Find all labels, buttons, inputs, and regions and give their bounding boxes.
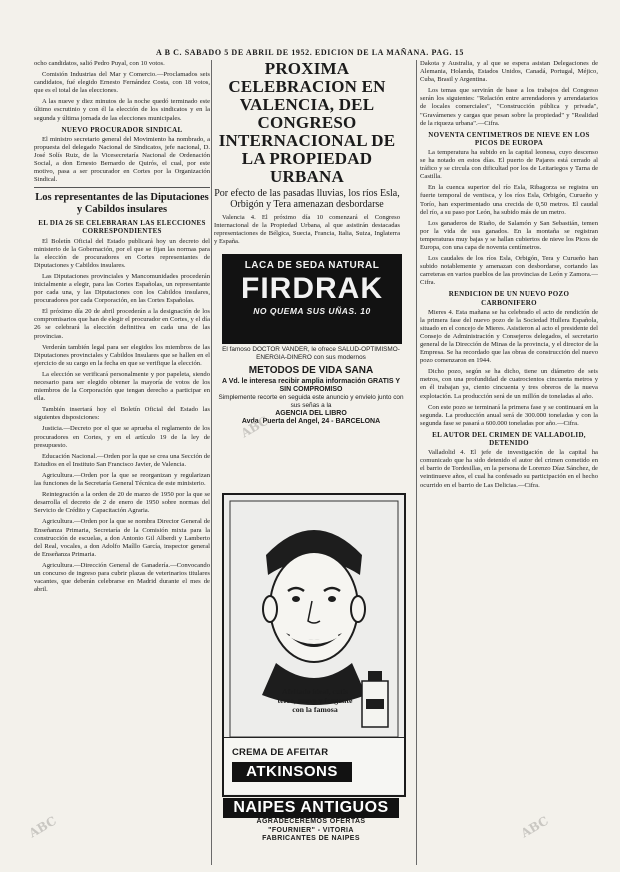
ad-firdrak [222,254,402,344]
column-middle [214,60,400,249]
article-headline: Los representantes de las Diputaciones y Cabildos insulares [35,192,209,216]
section-heading: NOVENTA CENTIMETROS DE NIEVE EN LOS PICOS DE EUROPA [428,130,590,147]
ad-atkinsons [222,493,406,797]
paragraph: ocho candidatos, salió Pedro Puyal, con 10 votos. [34,60,165,67]
paragraph: El ministro secretario general del Movimiento ha nombrado, a propuesta del delegado Nacional de Sindicatos, jefe nacional, D. José Solís Ruiz, de la Vicesecretaría Nacional de Ordenación Social, a don Ernesto Bernardo de Quirós, el cual, por este motivo, pasa a ser procurador en Cortes por la Organización Sindical. [34,135,210,184]
watermark-icon: ABC [238,413,271,441]
ad-atkinsons-product: CREMA DE AFEITAR [232,747,329,758]
ad-vida-sana-offer: A Vd. le interesa recibir amplia información GRATIS Y SIN COMPROMISO [221,378,401,393]
column-rule [211,60,212,865]
ad-naipes-title: NAIPES ANTIGUOS [223,798,398,818]
column-right [420,60,598,493]
divider [34,187,210,188]
paragraph: Los temas que servirán de base a los trabajos del Congreso serán los siguientes: "Relación entre arrendadores y arrendatarios de locales comerciales", "Construcción pública y privada", "Gravámenes y cargas que pesan sobre la propiedad" y "Realidad de la riqueza urbana".—Cifra. [420,87,598,127]
paragraph: Agricultura.—Orden por la que se nombra Director General de Enseñanza Primaria, Secretaría de la Comisión mixta para la construcción de escuelas, a don Antonio Gil Alberdi y Lamberto del Real, vocales, a don Adolfo Maíllo García, inspector general de Enseñanza Primaria. [34,518,210,558]
ad-vida-sana [218,346,404,466]
paragraph: Las Diputaciones provinciales y Mancomunidades procederán inicialmente a elegir, para las Cortes Españolas, un representante por cada una, y las Diputaciones con los Cabildos insulares, procuradores por cada Corporación, en las Cortes Españolas. [34,272,210,305]
paragraph: Educación Nacional.—Orden por la que se crea una Sección de Estudios en el Instituto San Francisco Javier, de Valencia. [34,452,210,468]
ad-atkinsons-slogan: Afeitado ideal, cutis terso, suave y fragante con la famosa [277,687,353,714]
paragraph: La temperatura ha subido en la capital leonesa, cuyo descenso se ha notado en estos días. El puerto de Pajares está cerrado al tráfico y se circula con dificultad por los de Leitariegos y Tarna de Castilla. [420,148,598,181]
ad-firdrak-brand: FIRDRAK [241,272,383,305]
ad-vida-sana-instructions: Simplemente recorte en seguida este anuncio y envíelo junto con sus señas a la [218,394,404,409]
ad-vida-sana-intro: El famoso DOCTOR VANDER, le ofrece SALUD-OPTIMISMO-ENERGIA-DINERO con sus modernos [222,346,400,361]
ad-vida-sana-agency: AGENCIA DEL LIBRO [275,410,347,417]
column-rule [416,60,417,865]
paragraph: Reintegración a la orden de 20 de marzo de 1950 por la que se desarrolla el decreto de 2 de enero de 1950 sobre normas del Servicio de Crédito y Capacitación Agraria. [34,491,210,515]
paragraph: Agricultura.—Orden por la que se reorganizan y regularizan las funciones de la Secretaría General Técnica de este ministerio. [34,471,210,488]
paragraph: Valencia 4. El próximo día 10 comenzará el Congreso Internacional de la Propiedad Urbana, al que asistirán destacadas representaciones de Bélgica, Suecia, Francia, Italia, Suiza, Inglaterra y España. [214,214,400,246]
paragraph: Valladolid 4. El jefe de investigación de la capital ha comunicado que ha sido detenido el autor del crimen cometido en el barrio de Tordesillas, en la persona de Lorenzo Díaz Sánchez, de veintinueve años, el cual ha confesado su participación en el hecho ocurrido en el barrio de Las Delicias.—Cifra. [420,449,598,489]
paragraph: Dicho pozo, según se ha dicho, tiene un diámetro de seis metros, con una profundidad de cuatrocientos cincuenta metros y en él trabajan ya, ciento cincuenta y tres obreros de la nueva explotación. La producción será de un millón de toneladas al año. [420,368,598,400]
paragraph: También insertará hoy el Boletín Oficial del Estado las siguientes disposiciones: [34,406,210,422]
paragraph: El Boletín Oficial del Estado publicará hoy un decreto del ministerio de la Gobernación, por el que se fijan las normas para la elección de procuradores en Cortes representantes de Diputaciones y Cabildos insulares. [34,237,210,269]
paragraph: Verderán también legal para ser elegidos los miembros de las Diputaciones provinciales y Cabildos Insulares que se hallen en el ejercicio de su cargo en la fecha en que se verifique la elección. [34,343,210,367]
paragraph: Mieres 4. Esta mañana se ha celebrado el acto de rendición de la primera fase del nuevo pozo de la Sociedad Hullera Española, situado en el concejo de Mieres. Asistieron al acto el presidente del Consejo de Administración y Consejeros delegados, el secretario general de la Dirección de Minas de la provincia, y el director de la Empresa. Se ha recordado que las obras de construcción del nuevo pozo comenzaron en 1944. [420,308,598,365]
column-left [34,60,210,597]
ad-naipes [218,796,404,862]
paragraph: En la cuenca superior del río Esla, Ribagorza se registra un fuerte temporal de ventisca, y los ríos Esla, Orbigón, Curueño y Torío, han experimentado una crecida de 0,50 metros. El caudal del río, a su paso por León, ha subido más de un metro. [420,184,598,216]
watermark-icon: ABC [26,813,59,841]
ad-naipes-line: AGRADECEREMOS OFERTAS [256,818,366,825]
ad-firdrak-tagline: LACA DE SEDA NATURAL [244,260,380,271]
paragraph: Comisión Industrias del Mar y Comercio.—Proclamados seis candidatos, fué elegido Ernesto Fernández Costa, con 18 votos, que es el total de las elecciones. [34,71,210,95]
ad-vida-sana-headline: METODOS DE VIDA SANA [248,365,374,376]
article-subheading: EL DIA 26 SE CELEBRARAN LAS ELECCIONES CORRESPONDIENTES [38,219,206,236]
paragraph: Los ganaderos de Riaño, de Salamón y San Sebastián, temen por la vida de sus ganados. En la montaña se registran temperaturas muy bajas y se hallan cubiertos de nieve los Picos de Europa, con una capa de noventa centímetros. [420,219,598,251]
section-heading: EL AUTOR DEL CRIMEN DE VALLADOLID, DETENIDO [432,430,586,448]
ad-vida-sana-address: Avda. Puerta del Angel, 24 - BARCELONA [241,418,381,425]
headline-deck: Por efecto de las pasadas lluvias, los ríos Esla, Orbigón y Tera amenazan desbordarse [214,188,400,210]
section-heading: RENDICION DE UN NUEVO POZO CARBONIFERO [448,290,570,307]
ad-naipes-line: "FOURNIER" - VITORIA [268,826,354,834]
main-headline: PROXIMA CELEBRACION EN VALENCIA, DEL CONGRESO INTERNACIONAL DE LA PROPIEDAD URBANA [218,59,396,186]
paragraph: La elección se verificará personalmente y por papeleta, siendo necesario para ser elegido obtener la mayoría de votos de los miembros de la Corporación que tengan derecho a participar en ella. [34,370,210,403]
paragraph: Los caudales de los ríos Esla, Orbigón, Tera y Curueño han subido notablemente y amenazan con desbordarse, cortando las carreteras en varios pueblos de las provincias de León y Zamora.—Cifra. [420,255,598,287]
paragraph: A las nueve y diez minutos de la noche quedó terminado este último escrutinio y con él la elección de los sindicatos y en la segunda y última jornada de las elecciones municipales. [34,98,210,122]
ad-firdrak-slogan: NO QUEMA SUS UÑAS. 10 [253,306,371,316]
watermark-icon: ABC [518,813,551,841]
paragraph: Justicia.—Decreto por el que se aprueba el reglamento de los procuradores en Cortes, y en el artículo 19 de la ley de presupuesto. [34,425,210,449]
ad-atkinsons-brand: ATKINSONS [232,762,352,782]
page-header: A B C. SABADO 5 DE ABRIL DE 1952. EDICION DE LA MAÑANA. PAG. 15 [156,48,464,57]
section-heading: NUEVO PROCURADOR SINDICAL [61,125,183,134]
paragraph: El próximo día 20 de abril procederán a la designación de los compromisarios que han de elegir el procurador en Cortes, y el día 26 se celebrará la elección definitiva en cada una de las provincias. [34,308,210,340]
paragraph: Con este pozo se terminará la primera fase y se continuará en la segunda. La producción anual será de 300.000 toneladas y con la segunda fase se pasará a 600.000 toneladas por año.—Cifra. [420,403,598,427]
paragraph: Agricultura.—Dirección General de Ganadería.—Convocando un concurso de ingreso para cubrir plazas de veterinarios titulares vacantes, que deberán celebrarse en Madrid durante el mes de abril. [34,561,210,594]
ad-naipes-line: FABRICANTES DE NAIPES [262,835,360,842]
paragraph: Dakota y Australia, y al que se espera asistan Delegaciones de Alemania, Holanda, Estados Unidos, Canadá, Portugal, Méjico, Cuba, Brasil y Argentina. [420,60,598,84]
